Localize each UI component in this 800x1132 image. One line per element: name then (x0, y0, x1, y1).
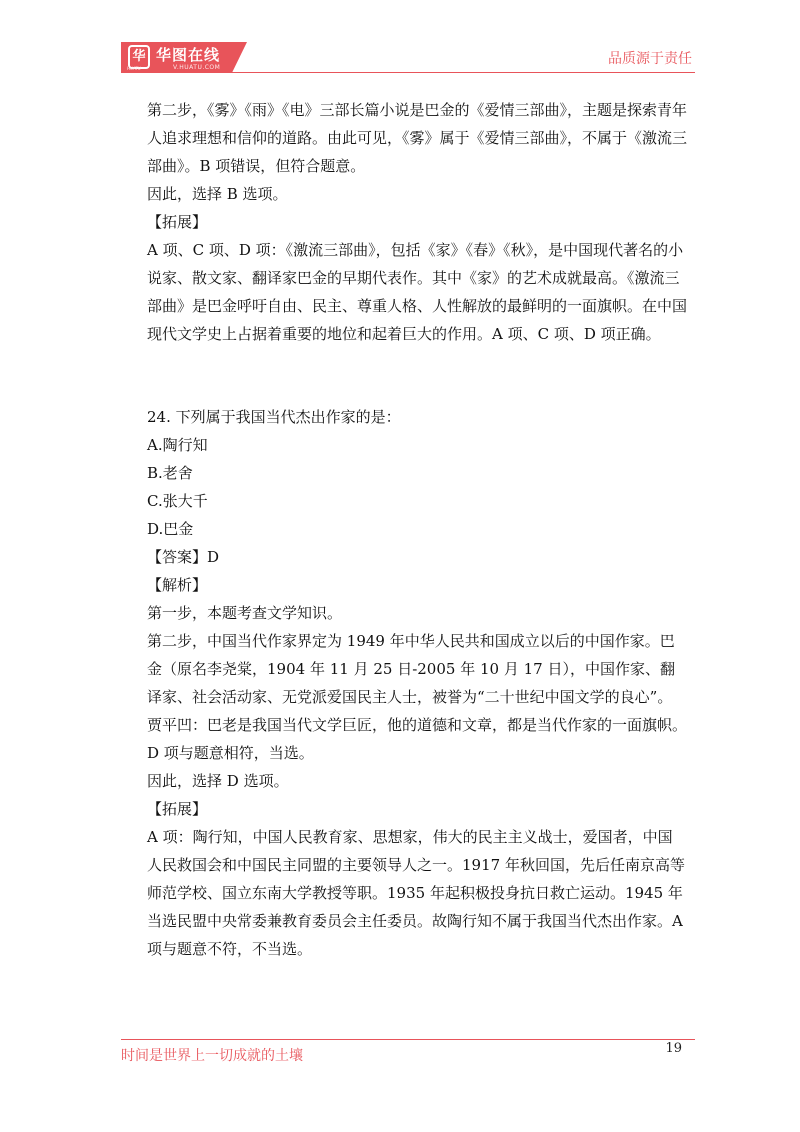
analysis-paragraph: 第二步，中国当代作家界定为 1949 年中华人民共和国成立以后的中国作家。巴金（原名李尧棠，1904 年 11 月 25 日-2005 年 10 月 17 日），中国作家、翻译家、社会活动家、无党派爱国民主人士，被誉为“二十世纪中国文学的良心”。贾平凹：巴老是我国当代文学巨匠，他的道德和文章，都是当代作家的一面旗帜。D 项与题意相符，当选。 (147, 632, 688, 762)
page-content (147, 96, 687, 963)
option-a: A.陶行知 (147, 436, 208, 454)
section-label: 【拓展】 (147, 800, 208, 818)
section-label: 【拓展】 (147, 213, 208, 231)
huatu-logo-icon: 华 (128, 45, 150, 69)
paragraph: 因此，选择 B 选项。 (147, 185, 288, 203)
analysis-paragraph: 因此，选择 D 选项。 (147, 772, 289, 790)
logo-name: 华图在线 (156, 46, 221, 64)
footer-motto: 时间是世界上一切成就的土壤 (121, 1048, 303, 1064)
page-header (0, 0, 800, 80)
header-slogan: 品质源于责任 (608, 51, 692, 67)
paragraph: 第二步，《雾》《雨》《电》三部长篇小说是巴金的《爱情三部曲》，主题是探索青年人追求理想和信仰的道路。由此可见，《雾》属于《爱情三部曲》，不属于《激流三部曲》。B 项错误，但符合题意。 (147, 101, 688, 175)
question-stem: 24. 下列属于我国当代杰出作家的是： (147, 408, 401, 426)
footer-divider (121, 1039, 695, 1040)
header-divider (121, 72, 695, 73)
logo-url: V.HUATU.COM (173, 64, 221, 71)
paragraph: A 项、C 项、D 项：《激流三部曲》，包括《家》《春》《秋》，是中国现代著名的小说家、散文家、翻译家巴金的早期代表作。其中《家》的艺术成就最高。《激流三部曲》是巴金呼吁自由、民主、尊重人格、人性解放的最鲜明的一面旗帜。在中国现代文学史上占据着重要的地位和起着巨大的作用。A 项、C 项、D 项正确。 (147, 241, 688, 343)
logo-tiny-text: HUATU (127, 66, 141, 71)
analysis-paragraph: A 项：陶行知，中国人民教育家、思想家，伟大的民主主义战士，爱国者，中国人民救国会和中国民主同盟的主要领导人之一。1917 年秋回国，先后任南京高等师范学校、国立东南大学教授等职。1935 年起积极投身抗日救亡运动。1945 年当选民盟中央常委兼教育委员会主任委员。故陶行知不属于我国当代杰出作家。A 项与题意不符，不当选。 (147, 828, 685, 958)
option-b: B.老舍 (147, 464, 193, 482)
analysis-title: 【解析】 (147, 576, 208, 594)
option-c: C.张大千 (147, 492, 208, 510)
page-number: 19 (665, 1041, 682, 1056)
option-d: D.巴金 (147, 520, 194, 538)
spacer (147, 348, 687, 403)
analysis-paragraph: 第一步，本题考查文学知识。 (147, 604, 343, 622)
answer-line: 【答案】D (147, 548, 220, 566)
